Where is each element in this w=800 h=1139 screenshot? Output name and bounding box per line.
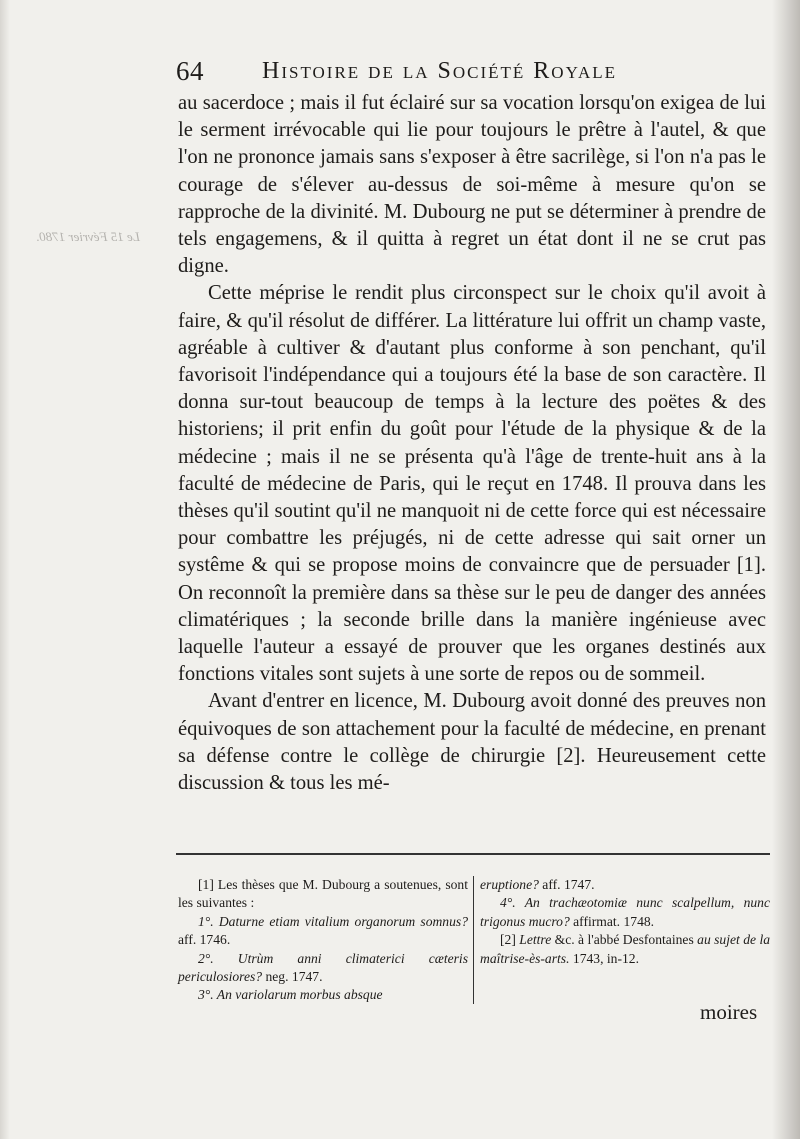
- scan-shadow-right: [772, 0, 800, 1139]
- thesis-verdict: aff. 1747.: [538, 877, 595, 892]
- thesis-title: 2°. Utrùm anni climaterici cæteris periculosiores?: [178, 950, 468, 985]
- work-addressee: &c. à l'abbé Desfontaines: [551, 932, 698, 948]
- thesis-verdict: aff. 1746.: [178, 932, 231, 948]
- footnote-1-intro: [1] Les thèses que M. Dubourg a soutenues, sont les suivantes :: [178, 877, 468, 911]
- footnote-column-right: [480, 876, 770, 968]
- footnote-marker: [2]: [500, 932, 520, 948]
- catchword: moires: [700, 1000, 758, 1024]
- paragraph-1: au sacerdoce ; mais il fut éclairé sur sa vocation lorsqu'on exigea de lui le serment irrévocable qui lie pour toujours le prêtre à l'autel, & que l'on ne prononce jamais sans s'exposer à être sacrilège, si l'on n'a pas le courage de s'élever au-dessus de soi-même à mesure qu'on se rapproche de la divinité. M. Dubourg ne put se déterminer à prendre de tels engagemens, & il quitta à regret un état dont il ne se crut pas digne.: [178, 92, 766, 278]
- work-title: Lettre: [519, 932, 552, 948]
- footnote-1-item-4: [480, 894, 770, 931]
- thesis-title: 4°. An trachæotomiæ nunc scalpellum, nunc trigonus mucro?: [480, 895, 770, 929]
- thesis-verdict: neg. 1747.: [262, 969, 323, 985]
- paragraph-2: Cette méprise le rendit plus circonspect sur le choix qu'il avoit à faire, & qu'il résolut de différer. La littérature lui offrit un champ vaste, agréable à cultiver & d'autant plus conforme à son penchant, qu'il favorisoit l'indépendance qui a toujours été la base de son caractère. Il donna sur-tout beaucoup de temps à la lecture des poëtes & des historiens; il prit enfin du goût pour l'étude de la physique & de la médecine ; mais il ne se présenta qu'à l'âge de trente-huit ans à la faculté de médecine de Paris, qui le reçut en 1748. Il prouva dans les thèses qu'il soutint qu'il ne manquoit ni de cette force qui est nécessaire pour combattre les préjugés, ni de cette adresse qui sait orner un systême & qui se propose moins de convaincre que de persuader [1]. On reconnoît la première dans sa thèse sur le peu de danger des années climatériques ; la seconde brille dans la manière ingénieuse avec laquelle l'auteur a essayé de prouver que les organes destinés aux fonctions vitales sont sujets à une sorte de repos ou de sommeil.: [178, 282, 766, 686]
- footnote-column-divider: [473, 876, 474, 1004]
- footnote-1-item-3-continued: [480, 876, 770, 894]
- scan-shadow-left: [0, 0, 10, 1139]
- bleed-through-margin-note: Le 15 Février 1780.: [36, 229, 140, 244]
- footnote-1-item-2: [178, 950, 468, 987]
- thesis-title: 3°. An variolarum morbus absque: [198, 987, 383, 1003]
- footnote-rule: [176, 853, 770, 855]
- footnote-1-item-1: [178, 913, 468, 950]
- thesis-title: 1°. Daturne etiam vitalium organorum somnus?: [198, 913, 468, 929]
- page-number: 64: [176, 56, 204, 86]
- running-head: [176, 56, 688, 92]
- thesis-title: eruptione?: [480, 877, 539, 892]
- running-head-title: Histoire de la Société Royale: [262, 58, 618, 84]
- footnote-2: [480, 931, 770, 968]
- footnote-column-left: [178, 876, 468, 1005]
- body-text: [178, 90, 766, 797]
- thesis-verdict: affirmat. 1748.: [569, 913, 655, 929]
- footnote-1-item-3: [178, 986, 468, 1004]
- work-date: 1743, in-12.: [569, 950, 639, 966]
- work-subtitle: au sujet de la maîtrise-ès-arts.: [480, 932, 771, 966]
- paragraph-3: Avant d'entrer en licence, M. Dubourg avoit donné des preuves non équivoques de son attachement pour la faculté de médecine, en prenant sa défense contre le collège de chirurgie [2]. Heureusement cette discussion & tous les mé-: [178, 690, 766, 795]
